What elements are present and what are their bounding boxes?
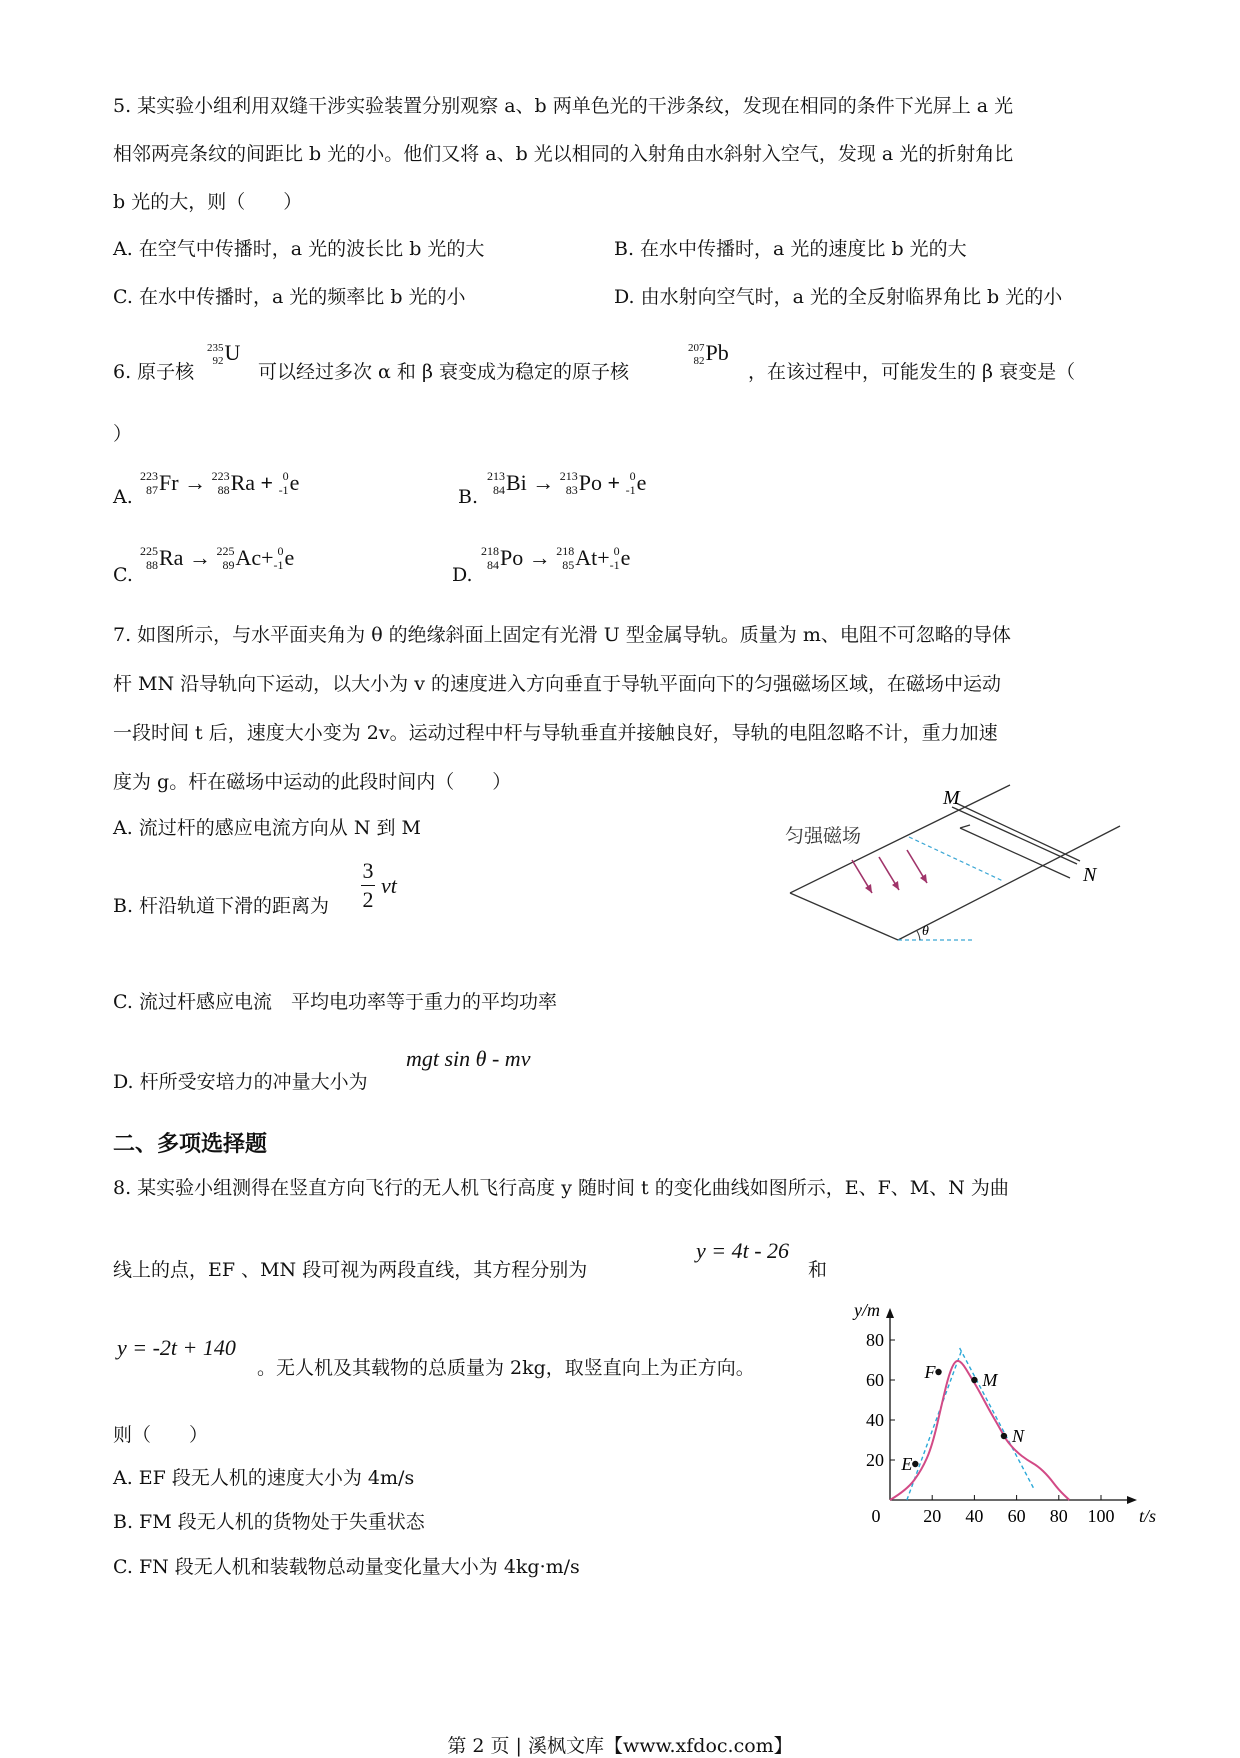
q6-option-d-label: D. [452, 564, 473, 586]
x-tick-label: 0 [871, 1506, 881, 1526]
nuclide-z: 92 [212, 354, 224, 367]
q6-option-c-label: C. [113, 564, 133, 586]
q7-option-b-vt: vt [381, 873, 397, 898]
q7-option-d: D. 杆所受安培力的冲量大小为 [113, 1071, 368, 1093]
q6-middle: 可以经过多次 α 和 β 衰变成为稳定的原子核 [258, 361, 629, 383]
x-axis-label: t/s [1139, 1506, 1157, 1526]
x-tick-label: 40 [965, 1506, 984, 1526]
q5-line-3: b 光的大，则（ ） [113, 191, 303, 213]
q6-option-b-label: B. [458, 486, 479, 508]
q7-option-c: C. 流过杆感应电流 平均电功率等于重力的平均功率 [113, 991, 557, 1013]
q6-prefix: 6. 原子核 [113, 361, 195, 383]
nuclide-pb207 [688, 340, 729, 368]
q5-option-d: D. 由水射向空气时，a 光的全反射临界角比 b 光的小 [614, 286, 1063, 308]
y-tick-label: 60 [866, 1370, 884, 1390]
nuclide-symbol: U [224, 340, 241, 365]
nuclide-u235 [207, 340, 240, 368]
q8-height-time-chart [840, 1290, 1157, 1540]
x-tick-label: 60 [1007, 1506, 1026, 1526]
point-n [1001, 1433, 1007, 1439]
label-theta: θ [922, 924, 929, 939]
q7-line-3: 一段时间 t 后，速度大小变为 2v。运动过程中杆与导轨垂直并接触良好，导轨的电阻忽略不计，重力加速 [113, 722, 998, 744]
x-axis-arrow [1127, 1496, 1137, 1504]
nuclide-z: 82 [693, 354, 705, 367]
q5-option-b: B. 在水中传播时，a 光的速度比 b 光的大 [614, 238, 967, 260]
height-curve [890, 1361, 1069, 1500]
q7-line-1: 7. 如图所示，与水平面夹角为 θ 的绝缘斜面上固定有光滑 U 型金属导轨。质量为 m、电阻不可忽略的导体 [113, 624, 1011, 646]
x-tick-label: 100 [1087, 1506, 1115, 1526]
point-f [935, 1369, 941, 1375]
fraction-denominator: 2 [362, 887, 374, 912]
q7-option-a: A. 流过杆的感应电流方向从 N 到 M [113, 817, 421, 839]
q8-line-2: 线上的点，EF 、MN 段可视为两段直线，其方程分别为 [113, 1259, 588, 1281]
q7-option-d-expression: mgt sin θ - mv [406, 1046, 531, 1071]
x-tick-label: 20 [923, 1506, 942, 1526]
x-tick-label: 80 [1049, 1506, 1068, 1526]
q6-option-b-equation: 213 84Bi → 213 83Po + 0 -1e [487, 468, 647, 497]
q8-option-a: A. EF 段无人机的速度大小为 4m/s [113, 1467, 415, 1489]
q6-option-c-equation: 225 88Ra → 225 89Ac+ 0 -1e [140, 543, 295, 572]
q7-line-4: 度为 g。杆在磁场中运动的此段时间内（ ） [113, 771, 512, 793]
page-footer: 第 2 页 | 溪枫文库【www.xfdoc.com】 [447, 1735, 793, 1757]
q8-line-3: 。无人机及其载物的总质量为 2kg，取竖直向上为正方向。 [257, 1357, 755, 1379]
q7-incline-figure [780, 780, 1130, 945]
q7-option-b: B. 杆沿轨道下滑的距离为 [113, 895, 330, 917]
q8-option-b: B. FM 段无人机的货物处于失重状态 [113, 1511, 425, 1533]
q8-equation-1: y = 4t - 26 [696, 1238, 790, 1263]
point-label-e: E [901, 1454, 913, 1474]
q5-line-2: 相邻两亮条纹的间距比 b 光的小。他们又将 a、b 光以相同的入射角由水斜射入空气，发现 a 光的折射角比 [113, 143, 1014, 165]
q5-option-a: A. 在空气中传播时，a 光的波长比 b 光的大 [113, 238, 485, 260]
nuclide-mass: 207 [688, 341, 705, 354]
label-m: M [943, 787, 960, 809]
tangent-line [960, 1348, 1034, 1488]
fraction-numerator: 3 [362, 858, 374, 883]
label-n: N [1083, 864, 1097, 886]
point-label-n: N [1011, 1426, 1024, 1446]
nuclide-symbol: Pb [705, 340, 729, 365]
q8-and: 和 [808, 1259, 828, 1281]
q6-line-2: ） [113, 423, 133, 445]
q6-option-d-equation: 218 84Po → 218 85At+ 0 -1e [481, 543, 631, 572]
q7-line-2: 杆 MN 沿导轨向下运动，以大小为 v 的速度进入方向垂直于导轨平面向下的匀强磁场区域，在磁场中运动 [113, 673, 1001, 695]
q6-option-a-label: A. [113, 486, 133, 508]
y-tick-label: 80 [866, 1330, 884, 1350]
q6-suffix: ，在该过程中，可能发生的 β 衰变是（ [748, 361, 1076, 383]
q5-line-1: 5. 某实验小组利用双缝干涉实验装置分别观察 a、b 两单色光的干涉条纹，发现在相同的条件下光屏上 a 光 [113, 95, 1014, 117]
y-tick-label: 20 [866, 1450, 884, 1470]
section-title: 二、多项选择题 [113, 1132, 268, 1157]
point-m [971, 1377, 977, 1383]
q7-option-b-fraction [361, 858, 375, 913]
y-axis-arrow [886, 1308, 894, 1318]
q6-option-a-equation: 223 87Fr → 223 88Ra + 0 -1e [140, 468, 300, 497]
q8-option-c: C. FN 段无人机和装载物总动量变化量大小为 4kg·m/s [113, 1556, 580, 1578]
q8-equation-2: y = -2t + 140 [117, 1335, 236, 1360]
y-tick-label: 40 [866, 1410, 884, 1430]
point-label-f: F [924, 1362, 936, 1382]
label-magnetic-field: 匀强磁场 [785, 825, 862, 847]
q8-line-1: 8. 某实验小组测得在竖直方向飞行的无人机飞行高度 y 随时间 t 的变化曲线如图所示，E、F、M、N 为曲 [113, 1177, 1009, 1199]
q5-option-c: C. 在水中传播时，a 光的频率比 b 光的小 [113, 286, 466, 308]
nuclide-mass: 235 [207, 341, 224, 354]
q8-line-4: 则（ ） [113, 1424, 209, 1446]
point-e [912, 1461, 918, 1467]
y-axis-label: y/m [854, 1300, 880, 1320]
point-label-m: M [982, 1370, 998, 1390]
